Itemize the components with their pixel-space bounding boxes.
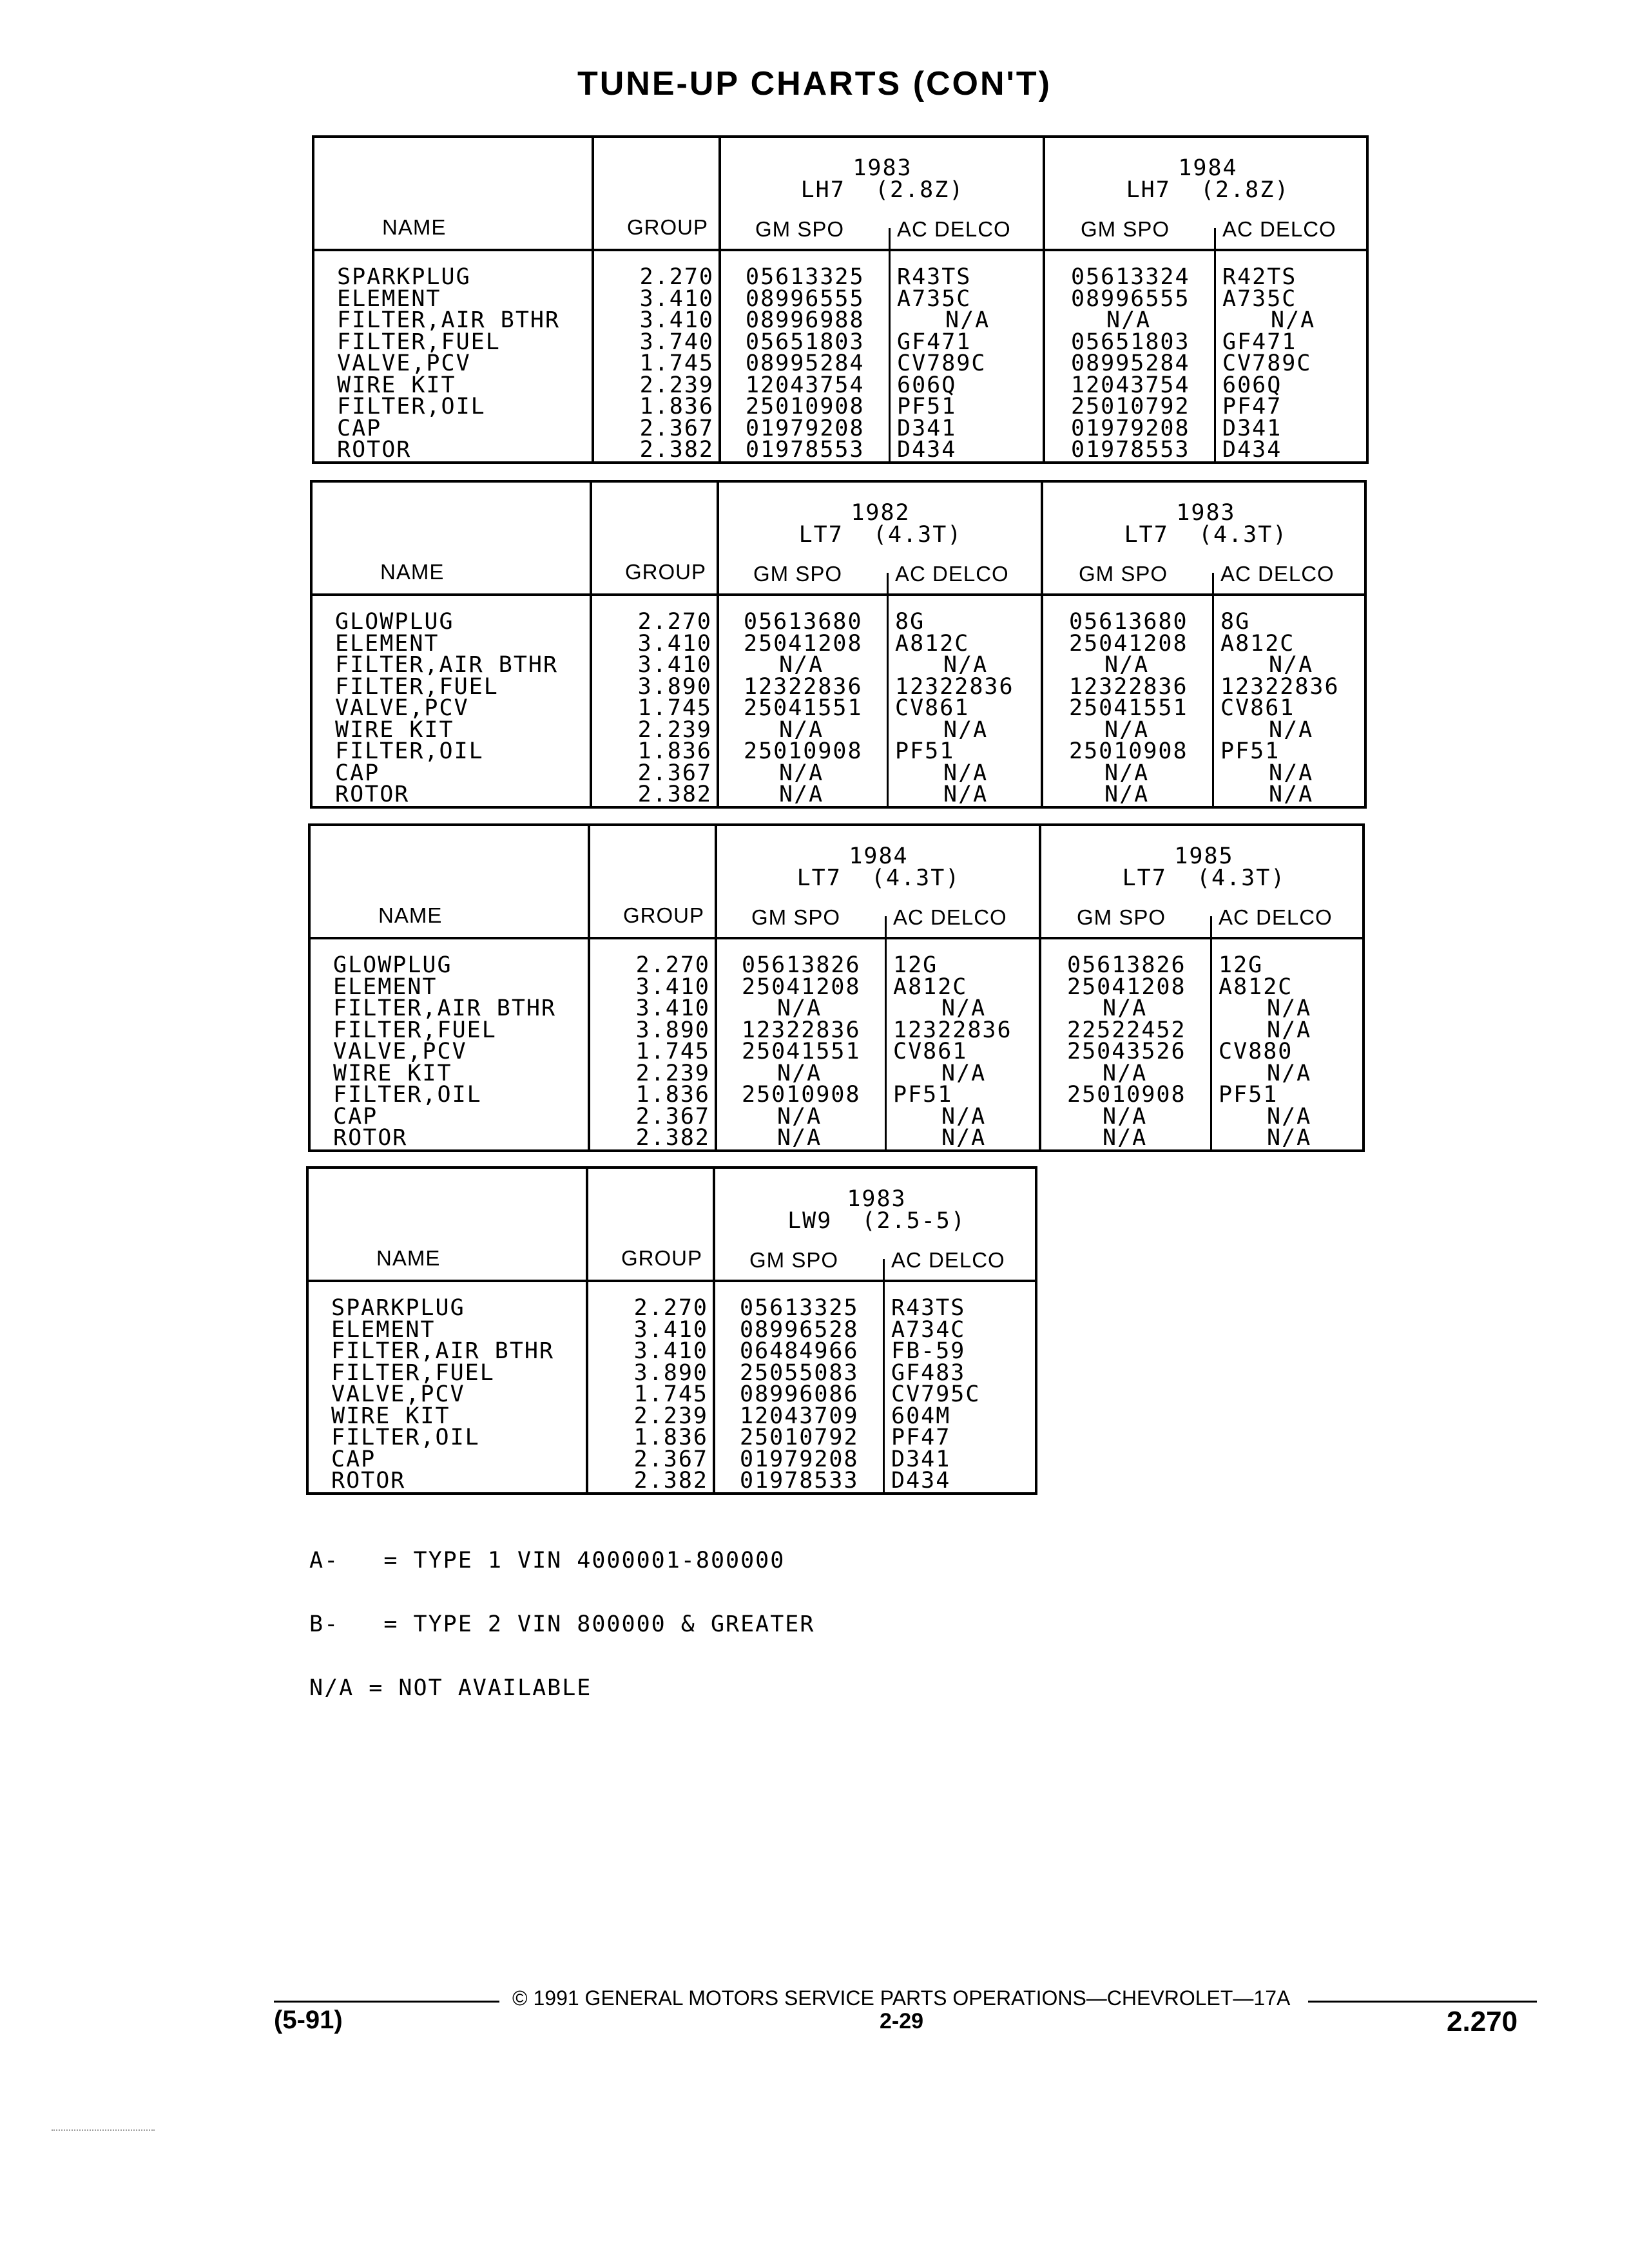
group-code: 1.745 <box>633 1381 708 1407</box>
gm-spo-value: N/A <box>1103 995 1148 1021</box>
gm-spo-header: GM SPO <box>751 905 841 929</box>
part-name: WIRE KIT <box>333 1060 452 1086</box>
ac-delco-value: N/A <box>943 652 988 678</box>
ac-delco-value: 12322836 <box>895 673 1014 700</box>
ac-delco-column <box>895 611 1014 806</box>
group-code: 3.410 <box>633 1338 708 1364</box>
group-header: GROUP <box>627 215 709 239</box>
ac-delco-value: R43TS <box>891 1295 966 1321</box>
legend-line: B- = TYPE 2 VIN 800000 & GREATER <box>309 1611 815 1637</box>
group-code: 2.239 <box>635 1060 710 1086</box>
group-code: 2.270 <box>633 1295 708 1321</box>
ac-delco-header: AC DELCO <box>897 217 1011 241</box>
gm-spo-header: GM SPO <box>1081 217 1170 241</box>
group-code: 2.367 <box>635 1103 710 1129</box>
gm-spo-value: 25010792 <box>1071 394 1190 419</box>
ac-delco-value: FB-59 <box>891 1338 966 1364</box>
gm-spo-value: 01978553 <box>746 437 865 463</box>
gm-spo-value: N/A <box>1104 782 1150 807</box>
part-name: VALVE,PCV <box>337 351 471 376</box>
ac-delco-value: N/A <box>1267 1125 1312 1151</box>
group-code: 1.745 <box>639 351 714 376</box>
group-code: 2.382 <box>633 1468 708 1494</box>
ac-delco-value: GF471 <box>1222 329 1297 355</box>
ac-delco-value: PF51 <box>1220 738 1280 764</box>
part-name: FILTER,FUEL <box>331 1360 495 1386</box>
group-code: 3.410 <box>633 1316 708 1343</box>
gm-spo-value: N/A <box>777 1060 822 1086</box>
gm-spo-value: 05613325 <box>746 264 865 290</box>
header-separator <box>314 249 1366 251</box>
gm-spo-value: 25041551 <box>744 695 863 721</box>
footer-copyright: © 1991 GENERAL MOTORS SERVICE PARTS OPERATIONS—CHEVROLET—17A <box>512 1986 1291 2010</box>
part-name: VALVE,PCV <box>331 1381 465 1407</box>
group-header: GROUP <box>625 560 707 584</box>
ac-delco-value: 12322836 <box>1220 673 1340 700</box>
group-header: GROUP <box>623 903 705 927</box>
group-code: 3.890 <box>637 673 712 700</box>
engine-code: LH7 (2.8Z) <box>1126 177 1290 203</box>
ac-delco-header: AC DELCO <box>895 562 1009 586</box>
gm-spo-value: 25010908 <box>1069 738 1188 764</box>
gm-spo-header: GM SPO <box>755 217 845 241</box>
ac-delco-value: 606Q <box>897 372 957 398</box>
part-name: ELEMENT <box>333 974 438 1000</box>
legend-line: N/A = NOT AVAILABLE <box>309 1675 592 1701</box>
ac-delco-value: N/A <box>941 995 987 1021</box>
model-year: 1984 <box>849 843 909 869</box>
part-name: GLOWPLUG <box>333 952 452 978</box>
ac-delco-value: R42TS <box>1222 264 1297 290</box>
part-name: FILTER,OIL <box>335 738 484 764</box>
sub-column-divider <box>885 916 887 1149</box>
gm-spo-value: 25010908 <box>746 394 865 419</box>
engine-code: LT7 (4.3T) <box>798 522 963 548</box>
gm-spo-value: N/A <box>1104 760 1150 786</box>
tune-up-table <box>312 135 1369 464</box>
ac-delco-value: PF47 <box>891 1425 951 1450</box>
group-code: 3.890 <box>635 1017 710 1043</box>
ac-delco-value: CV789C <box>1222 351 1312 376</box>
group-code: 1.745 <box>635 1039 710 1064</box>
gm-spo-value: 01979208 <box>746 415 865 441</box>
ac-delco-value: N/A <box>1269 652 1314 678</box>
ac-delco-value: N/A <box>945 307 990 333</box>
gm-spo-value: 12322836 <box>1069 673 1188 700</box>
ac-delco-value: A735C <box>897 285 972 312</box>
name-header: NAME <box>378 903 443 927</box>
gm-spo-value: N/A <box>1106 307 1152 333</box>
ac-delco-value: N/A <box>1267 1017 1312 1043</box>
gm-spo-column <box>740 1295 859 1494</box>
part-name: FILTER,AIR BTHR <box>331 1338 555 1364</box>
gm-spo-value: 12043754 <box>1071 372 1190 398</box>
part-name: WIRE KIT <box>335 716 454 743</box>
group-code: 2.382 <box>637 782 712 807</box>
column-divider <box>588 826 590 1149</box>
ac-delco-value: N/A <box>1269 760 1314 786</box>
ac-delco-column <box>1220 611 1340 806</box>
sub-column-divider <box>887 573 889 806</box>
column-divider <box>590 483 592 806</box>
part-name: SPARKPLUG <box>331 1295 465 1321</box>
group-code: 3.740 <box>639 329 714 355</box>
gm-spo-value: 01979208 <box>740 1446 859 1472</box>
gm-spo-value: N/A <box>779 782 824 807</box>
group-code: 2.239 <box>633 1403 708 1429</box>
ac-delco-value: R43TS <box>897 264 972 290</box>
engine-code: LT7 (4.3T) <box>796 865 961 891</box>
gm-spo-value: 25010792 <box>740 1425 859 1450</box>
engine-code: LT7 (4.3T) <box>1122 865 1286 891</box>
engine-code: LH7 (2.8Z) <box>800 177 965 203</box>
tune-up-table <box>308 823 1365 1152</box>
ac-delco-value: D341 <box>897 415 957 441</box>
ac-delco-value: N/A <box>1271 307 1316 333</box>
ac-delco-value: 604M <box>891 1403 951 1429</box>
part-name: FILTER,OIL <box>333 1082 482 1108</box>
footer-rule-right <box>1308 2001 1537 2003</box>
group-code: 1.836 <box>639 394 714 419</box>
gm-spo-value: 08995284 <box>746 351 865 376</box>
gm-spo-value: N/A <box>1104 716 1150 743</box>
part-name: ELEMENT <box>335 630 439 657</box>
gm-spo-value: 05613680 <box>1069 609 1188 635</box>
group-code: 1.836 <box>637 738 712 764</box>
model-year: 1982 <box>851 500 911 526</box>
ac-delco-value: CV880 <box>1219 1039 1293 1064</box>
sub-column-divider <box>1210 916 1212 1149</box>
group-code: 2.270 <box>635 952 710 978</box>
ac-delco-value: N/A <box>1269 782 1314 807</box>
ac-delco-header: AC DELCO <box>1220 562 1335 586</box>
ac-delco-column <box>1219 952 1312 1151</box>
header-separator <box>311 937 1362 939</box>
gm-spo-value: N/A <box>1103 1060 1148 1086</box>
ac-delco-value: CV789C <box>897 351 987 376</box>
gm-spo-column <box>742 952 861 1151</box>
ac-delco-value: A734C <box>891 1316 966 1343</box>
model-year: 1985 <box>1174 843 1234 869</box>
gm-spo-header: GM SPO <box>1079 562 1168 586</box>
gm-spo-value: N/A <box>1103 1103 1148 1129</box>
part-name: ELEMENT <box>331 1316 436 1343</box>
ac-delco-value: A812C <box>895 630 970 657</box>
gm-spo-column <box>1069 611 1188 806</box>
gm-spo-value: N/A <box>1104 652 1150 678</box>
group-code: 2.270 <box>639 264 714 290</box>
group-code: 3.410 <box>639 285 714 312</box>
ac-delco-value: N/A <box>941 1060 987 1086</box>
gm-spo-value: N/A <box>777 1103 822 1129</box>
name-header: NAME <box>380 560 445 584</box>
part-name: FILTER,FUEL <box>333 1017 497 1043</box>
ac-delco-value: CV861 <box>1220 695 1295 721</box>
gm-spo-value: 05651803 <box>1071 329 1190 355</box>
group-code: 1.745 <box>637 695 712 721</box>
column-divider <box>586 1169 588 1492</box>
part-name: FILTER,OIL <box>331 1425 480 1450</box>
gm-spo-value: 25055083 <box>740 1360 859 1386</box>
ac-delco-value: N/A <box>1267 1060 1312 1086</box>
model-year: 1984 <box>1178 155 1238 181</box>
footer-rule-left <box>274 2001 499 2003</box>
gm-spo-value: 25010908 <box>742 1082 861 1108</box>
ac-delco-value: PF51 <box>893 1082 953 1108</box>
part-name-column <box>335 611 558 806</box>
ac-delco-column <box>893 952 1012 1151</box>
sub-column-divider <box>1212 573 1214 806</box>
ac-delco-value: GF471 <box>897 329 972 355</box>
group-code: 3.890 <box>633 1360 708 1386</box>
footer-section-number: 2.270 <box>1447 2006 1518 2037</box>
ac-delco-column <box>1222 264 1316 463</box>
ac-delco-value: D341 <box>1222 415 1282 441</box>
gm-spo-value: 12043709 <box>740 1403 859 1429</box>
ac-delco-value: N/A <box>941 1103 987 1129</box>
part-name: ELEMENT <box>337 285 441 312</box>
scan-specks <box>52 2129 155 2131</box>
gm-spo-value: 05613680 <box>744 609 863 635</box>
gm-spo-value: 05651803 <box>746 329 865 355</box>
part-name-column <box>333 952 557 1151</box>
group-code: 2.382 <box>635 1125 710 1151</box>
gm-spo-value: 05613325 <box>740 1295 859 1321</box>
part-name: FILTER,AIR BTHR <box>337 307 561 333</box>
model-year: 1983 <box>1176 500 1236 526</box>
gm-spo-header: GM SPO <box>749 1248 839 1272</box>
ac-delco-value: N/A <box>943 760 988 786</box>
ac-delco-header: AC DELCO <box>1222 217 1336 241</box>
tune-up-table <box>306 1166 1037 1495</box>
ac-delco-value: 12322836 <box>893 1017 1012 1043</box>
ac-delco-value: CV861 <box>893 1039 968 1064</box>
gm-spo-column <box>744 611 863 806</box>
gm-spo-value: 08996528 <box>740 1316 859 1343</box>
gm-spo-value: 25043526 <box>1067 1039 1186 1064</box>
gm-spo-value: 12322836 <box>742 1017 861 1043</box>
group-code: 1.836 <box>633 1425 708 1450</box>
ac-delco-value: 606Q <box>1222 372 1282 398</box>
group-code: 3.410 <box>635 995 710 1021</box>
group-code: 3.410 <box>637 630 712 657</box>
gm-spo-value: 25010908 <box>744 738 863 764</box>
header-separator <box>313 593 1364 596</box>
part-name: ROTOR <box>337 437 412 463</box>
header-separator <box>309 1280 1035 1282</box>
part-name: VALVE,PCV <box>335 695 469 721</box>
group-code: 2.382 <box>639 437 714 463</box>
group-code: 3.410 <box>637 652 712 678</box>
gm-spo-value: 08996086 <box>740 1381 859 1407</box>
footer-page-number: 2-29 <box>880 2009 924 2033</box>
part-name: ROTOR <box>333 1125 408 1151</box>
ac-delco-value: A812C <box>893 974 968 1000</box>
gm-spo-value: 05613826 <box>742 952 861 978</box>
ac-delco-value: D434 <box>897 437 957 463</box>
part-name: ROTOR <box>335 782 410 807</box>
gm-spo-value: N/A <box>1103 1125 1148 1151</box>
gm-spo-value: 25041208 <box>744 630 863 657</box>
gm-spo-header: GM SPO <box>753 562 843 586</box>
ac-delco-value: D434 <box>891 1468 951 1494</box>
gm-spo-value: 25010908 <box>1067 1082 1186 1108</box>
ac-delco-value: GF483 <box>891 1360 966 1386</box>
ac-delco-column <box>897 264 990 463</box>
group-code: 2.367 <box>633 1446 708 1472</box>
part-name: VALVE,PCV <box>333 1039 467 1064</box>
ac-delco-value: 12G <box>893 952 938 978</box>
sub-column-divider <box>889 228 891 461</box>
ac-delco-value: PF51 <box>897 394 957 419</box>
ac-delco-value: A812C <box>1219 974 1293 1000</box>
name-header: NAME <box>382 215 447 239</box>
part-name: FILTER,AIR BTHR <box>333 995 557 1021</box>
gm-spo-column <box>746 264 865 463</box>
gm-spo-value: 22522452 <box>1067 1017 1186 1043</box>
part-name-column <box>337 264 561 463</box>
gm-spo-value: N/A <box>777 995 822 1021</box>
gm-spo-value: 12322836 <box>744 673 863 700</box>
legend <box>309 1508 815 1720</box>
group-code: 1.836 <box>635 1082 710 1108</box>
part-name: FILTER,FUEL <box>335 673 499 700</box>
ac-delco-value: 8G <box>1220 609 1251 635</box>
gm-spo-value: N/A <box>779 760 824 786</box>
model-year: 1983 <box>853 155 912 181</box>
gm-spo-value: 06484966 <box>740 1338 859 1364</box>
gm-spo-value: 05613324 <box>1071 264 1190 290</box>
gm-spo-value: 25041551 <box>742 1039 861 1064</box>
ac-delco-header: AC DELCO <box>891 1248 1005 1272</box>
gm-spo-column <box>1067 952 1186 1151</box>
legend-line: A- = TYPE 1 VIN 4000001-800000 <box>309 1548 786 1573</box>
ac-delco-value: 8G <box>895 609 925 635</box>
gm-spo-column <box>1071 264 1190 463</box>
gm-spo-value: 08996988 <box>746 307 865 333</box>
ac-delco-value: PF51 <box>1219 1082 1278 1108</box>
part-name: CAP <box>333 1103 378 1129</box>
footer-date-code: (5-91) <box>274 2006 343 2034</box>
group-code: 2.239 <box>639 372 714 398</box>
gm-spo-value: 08995284 <box>1071 351 1190 376</box>
gm-spo-value: 25041208 <box>742 974 861 1000</box>
ac-delco-value: CV861 <box>895 695 970 721</box>
part-name: ROTOR <box>331 1468 406 1494</box>
ac-delco-value: CV795C <box>891 1381 981 1407</box>
group-code-column <box>604 264 714 463</box>
part-name: GLOWPLUG <box>335 609 454 635</box>
group-code: 3.410 <box>635 974 710 1000</box>
ac-delco-header: AC DELCO <box>893 905 1007 929</box>
gm-spo-header: GM SPO <box>1077 905 1166 929</box>
name-header: NAME <box>376 1246 441 1270</box>
gm-spo-value: N/A <box>779 652 824 678</box>
group-code: 2.367 <box>637 760 712 786</box>
sub-column-divider <box>883 1259 885 1492</box>
group-code: 2.367 <box>639 415 714 441</box>
ac-delco-value: PF51 <box>895 738 955 764</box>
ac-delco-value: A812C <box>1220 630 1295 657</box>
sub-column-divider <box>1214 228 1216 461</box>
gm-spo-value: 08996555 <box>1071 285 1190 312</box>
gm-spo-value: 25041551 <box>1069 695 1188 721</box>
ac-delco-value: N/A <box>1267 995 1312 1021</box>
gm-spo-value: 01979208 <box>1071 415 1190 441</box>
engine-code: LW9 (2.5-5) <box>787 1208 966 1234</box>
model-year: 1983 <box>847 1186 907 1212</box>
part-name: CAP <box>335 760 380 786</box>
ac-delco-value: D434 <box>1222 437 1282 463</box>
part-name: WIRE KIT <box>337 372 456 398</box>
group-code: 2.270 <box>637 609 712 635</box>
part-name: CAP <box>331 1446 376 1472</box>
ac-delco-value: N/A <box>1267 1103 1312 1129</box>
part-name-column <box>331 1295 555 1494</box>
ac-delco-value: A735C <box>1222 285 1297 312</box>
engine-code: LT7 (4.3T) <box>1124 522 1288 548</box>
ac-delco-value: N/A <box>1269 716 1314 743</box>
ac-delco-value: N/A <box>943 782 988 807</box>
part-name: FILTER,FUEL <box>337 329 501 355</box>
part-name: WIRE KIT <box>331 1403 450 1429</box>
ac-delco-value: PF47 <box>1222 394 1282 419</box>
gm-spo-value: 01978553 <box>1071 437 1190 463</box>
group-code-column <box>599 1295 708 1494</box>
group-header: GROUP <box>621 1246 703 1270</box>
gm-spo-value: 05613826 <box>1067 952 1186 978</box>
part-name: FILTER,AIR BTHR <box>335 652 559 678</box>
ac-delco-value: 12G <box>1219 952 1264 978</box>
ac-delco-value: D341 <box>891 1446 951 1472</box>
group-code-column <box>601 952 710 1151</box>
gm-spo-value: N/A <box>777 1125 822 1151</box>
group-code-column <box>602 611 712 806</box>
page-title: TUNE-UP CHARTS (CON'T) <box>577 65 1052 102</box>
tune-up-table <box>310 480 1367 809</box>
gm-spo-value: 12043754 <box>746 372 865 398</box>
part-name: SPARKPLUG <box>337 264 471 290</box>
part-name: CAP <box>337 415 382 441</box>
gm-spo-value: 25041208 <box>1067 974 1186 1000</box>
ac-delco-header: AC DELCO <box>1219 905 1333 929</box>
ac-delco-column <box>891 1295 981 1494</box>
gm-spo-value: 25041208 <box>1069 630 1188 657</box>
gm-spo-value: N/A <box>779 716 824 743</box>
group-code: 2.239 <box>637 716 712 743</box>
ac-delco-value: N/A <box>943 716 988 743</box>
part-name: FILTER,OIL <box>337 394 486 419</box>
column-divider <box>592 138 594 461</box>
gm-spo-value: 08996555 <box>746 285 865 312</box>
gm-spo-value: 01978533 <box>740 1468 859 1494</box>
ac-delco-value: N/A <box>941 1125 987 1151</box>
group-code: 3.410 <box>639 307 714 333</box>
